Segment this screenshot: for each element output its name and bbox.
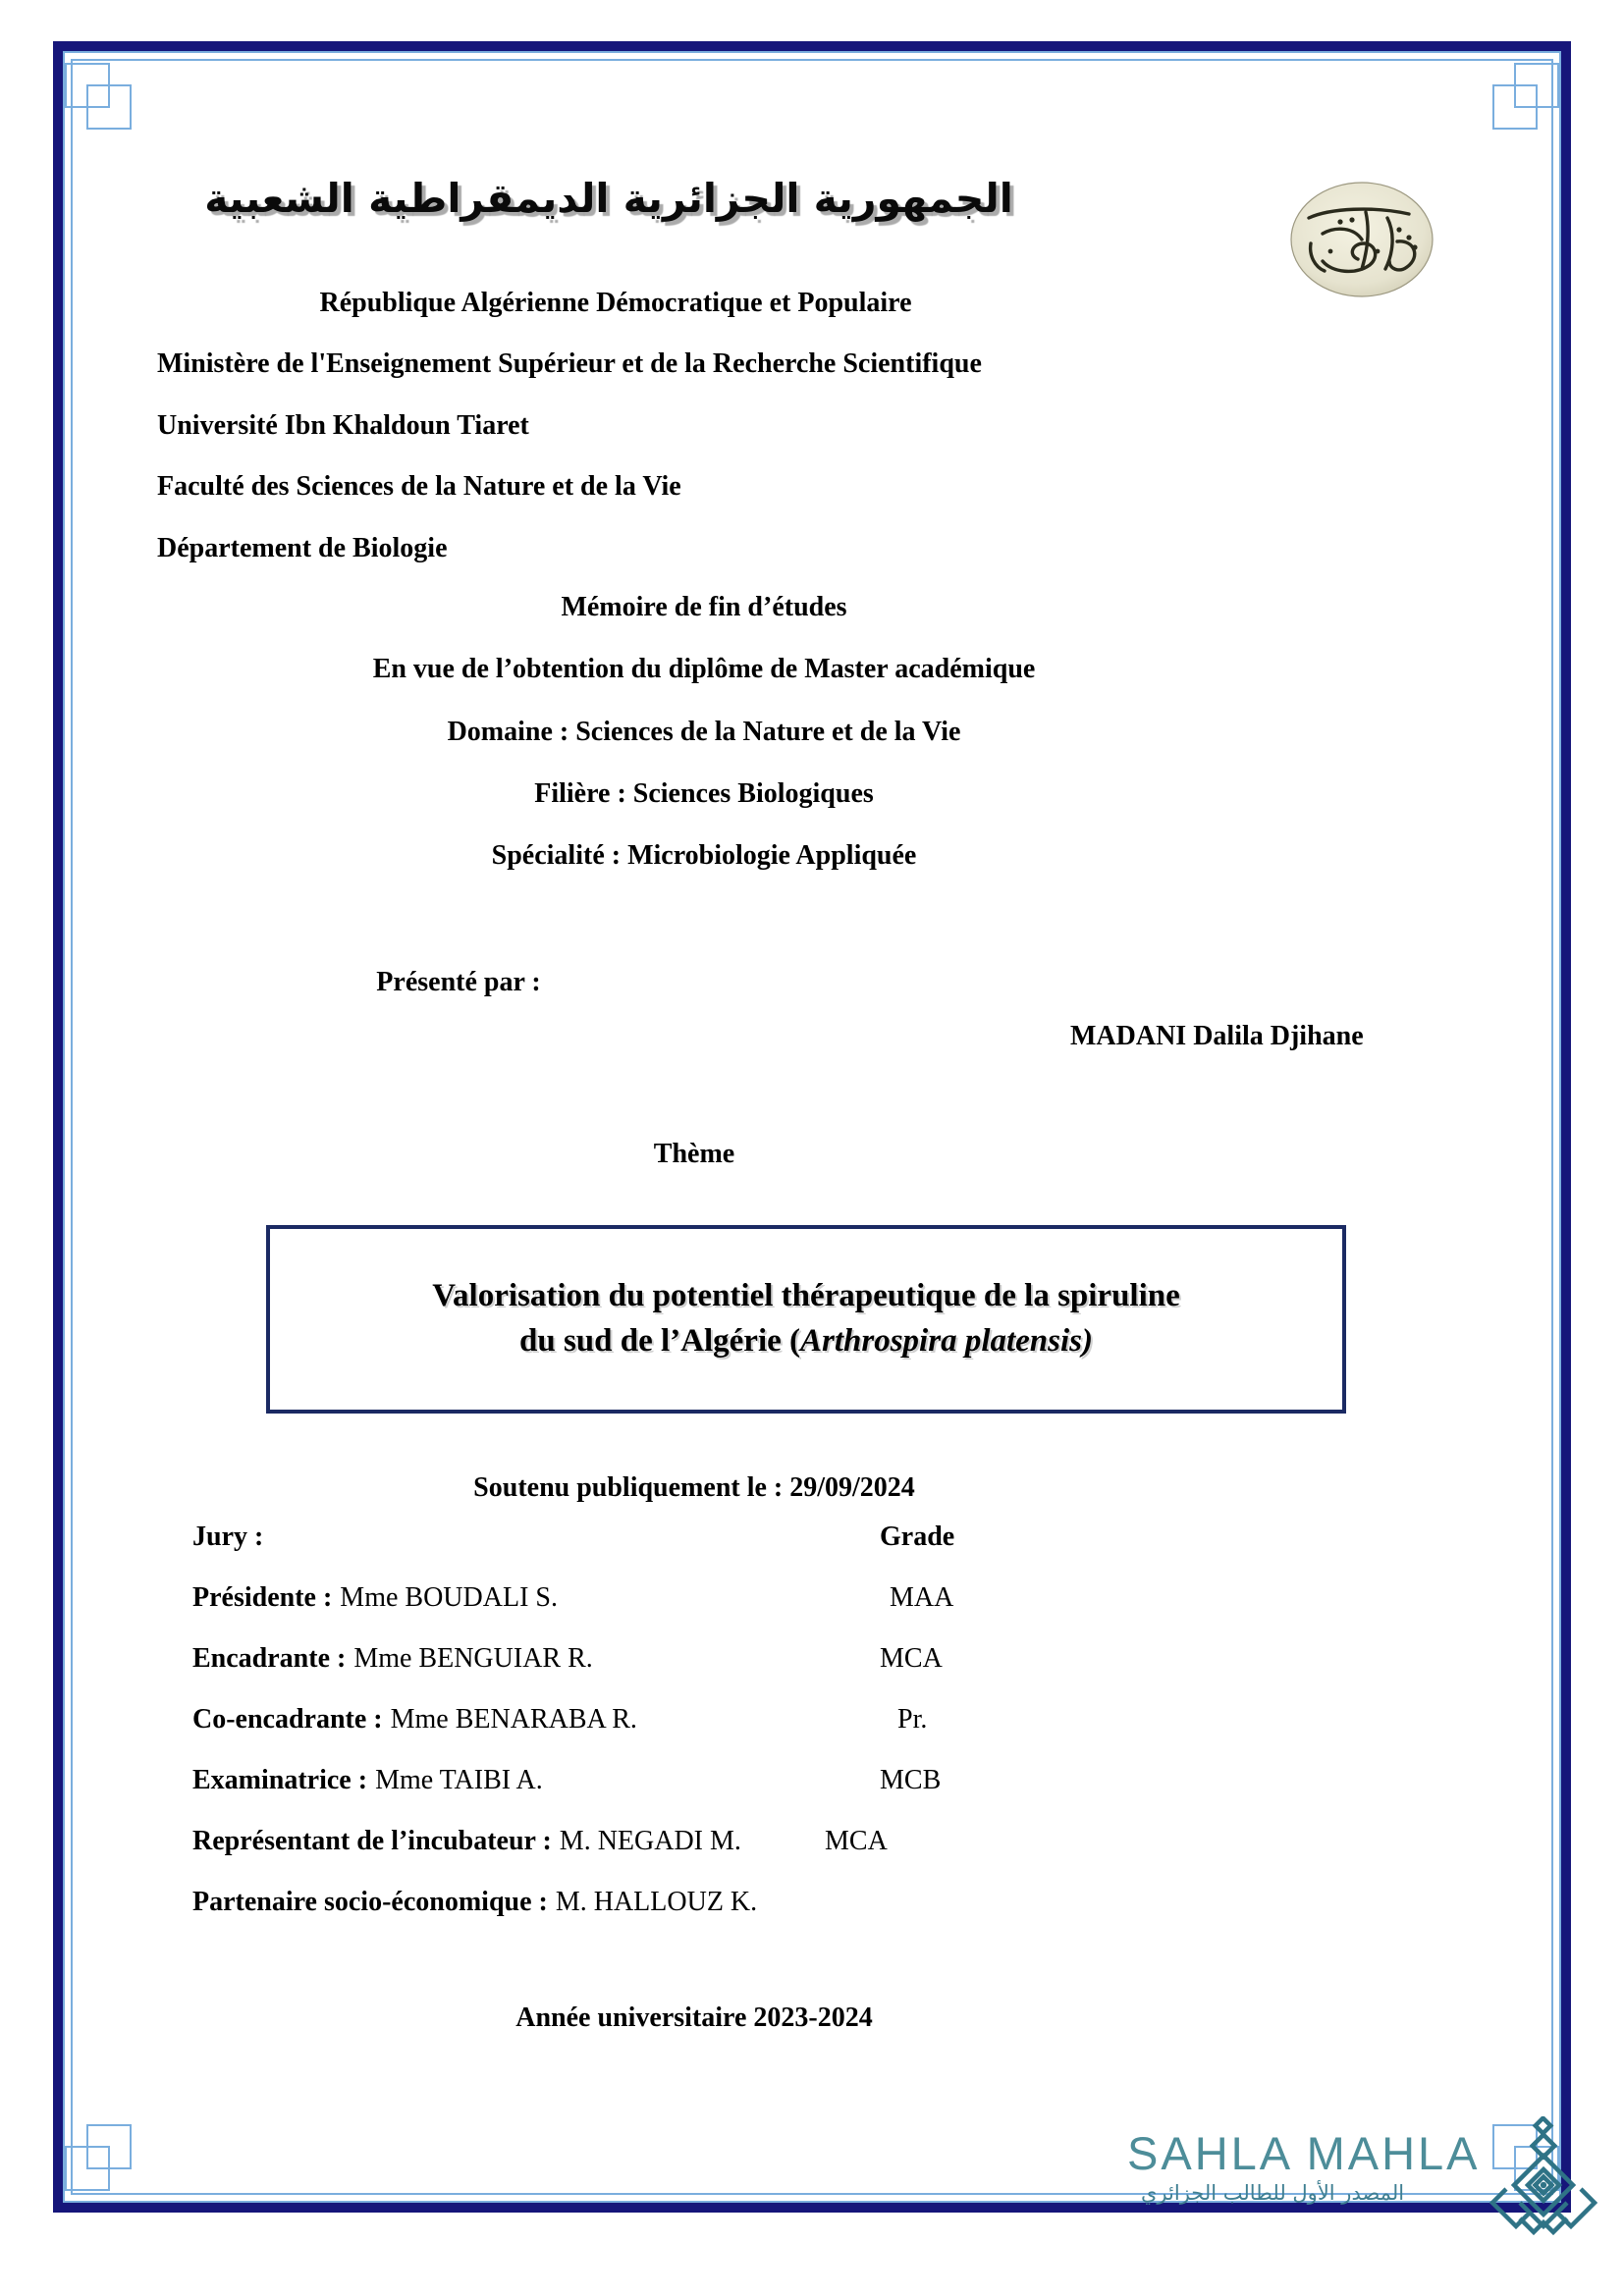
- defense-date: 29/09/2024: [789, 1472, 915, 1503]
- defense-label: Soutenu publiquement le :: [473, 1472, 790, 1503]
- jury-name: Mme BENARABA R.: [390, 1704, 637, 1735]
- domaine-line: Domaine : Sciences de la Nature et de la Vie: [447, 717, 961, 747]
- academic-year: Année universitaire 2023-2024: [515, 2002, 873, 2033]
- university-seal-logo: [1272, 179, 1453, 301]
- table-row: [192, 1704, 1292, 1765]
- ministry-line: Ministère de l'Enseignement Supérieur et de la Recherche Scientifique: [157, 348, 982, 379]
- jury-table: [192, 1522, 1292, 1948]
- watermark-brand: SAHLA MAHLA: [1127, 2127, 1481, 2179]
- university-line: Université Ibn Khaldoun Tiaret: [157, 410, 529, 441]
- filiere-line: Filière : Sciences Biologiques: [534, 778, 874, 809]
- jury-grade: MCA: [880, 1643, 943, 1674]
- theme-title-line2-suffix: ): [1082, 1323, 1094, 1359]
- arabic-republic-title: الجمهورية الجزائرية الديمقراطية الشعبية: [204, 175, 1013, 222]
- jury-role: Représentant de l’incubateur :: [192, 1826, 552, 1856]
- table-row: [192, 1643, 1292, 1704]
- faculty-line: Faculté des Sciences de la Nature et de la Vie: [157, 471, 681, 502]
- jury-grade: Pr.: [897, 1704, 928, 1735]
- jury-header-grade: Grade: [880, 1522, 955, 1552]
- jury-grade: MAA: [890, 1582, 954, 1613]
- jury-name: Mme BENGUIAR R.: [353, 1643, 593, 1674]
- memoire-line: Mémoire de fin d’études: [561, 592, 847, 622]
- table-row: [192, 1826, 1292, 1887]
- republic-line: République Algérienne Démocratique et Populaire: [319, 288, 912, 318]
- presented-by-label: Présenté par :: [376, 967, 541, 997]
- jury-name: M. NEGADI M.: [559, 1826, 741, 1856]
- degree-purpose-line: En vue de l’obtention du diplôme de Master académique: [372, 654, 1036, 684]
- jury-name: Mme BOUDALI S.: [340, 1582, 558, 1613]
- table-row: [192, 1887, 1292, 1948]
- department-line: Département de Biologie: [157, 533, 448, 563]
- jury-role: Examinatrice :: [192, 1765, 368, 1795]
- jury-name: Mme TAIBI A.: [375, 1765, 543, 1795]
- theme-label: Thème: [653, 1139, 735, 1169]
- watermark-tagline: المصدر الأول للطالب الجزائري: [1141, 2181, 1405, 2205]
- theme-title-box: [266, 1225, 1346, 1414]
- jury-role: Présidente :: [192, 1582, 333, 1613]
- theme-title-line1: Valorisation du potentiel thérapeutique de la spiruline: [432, 1278, 1180, 1314]
- theme-title: [397, 1274, 1216, 1363]
- table-row: [192, 1582, 1292, 1643]
- jury-name: M. HALLOUZ K.: [555, 1887, 758, 1917]
- jury-table-header: [192, 1522, 1292, 1582]
- jury-role: Partenaire socio-économique :: [192, 1887, 548, 1917]
- theme-species-name: Arthrospira platensis: [800, 1323, 1083, 1359]
- defense-date-line: [0, 1472, 1506, 1504]
- theme-title-line2-prefix: du sud de l’Algérie (: [518, 1323, 800, 1359]
- jury-header-role: Jury :: [192, 1522, 264, 1552]
- jury-grade: MCA: [825, 1826, 888, 1856]
- jury-role: Encadrante :: [192, 1643, 347, 1674]
- specialite-line: Spécialité : Microbiologie Appliquée: [491, 840, 917, 871]
- table-row: [192, 1765, 1292, 1826]
- jury-role: Co-encadrante :: [192, 1704, 383, 1735]
- jury-grade: MCB: [880, 1765, 942, 1795]
- author-name: MADANI Dalila Djihane: [1070, 1021, 1364, 1051]
